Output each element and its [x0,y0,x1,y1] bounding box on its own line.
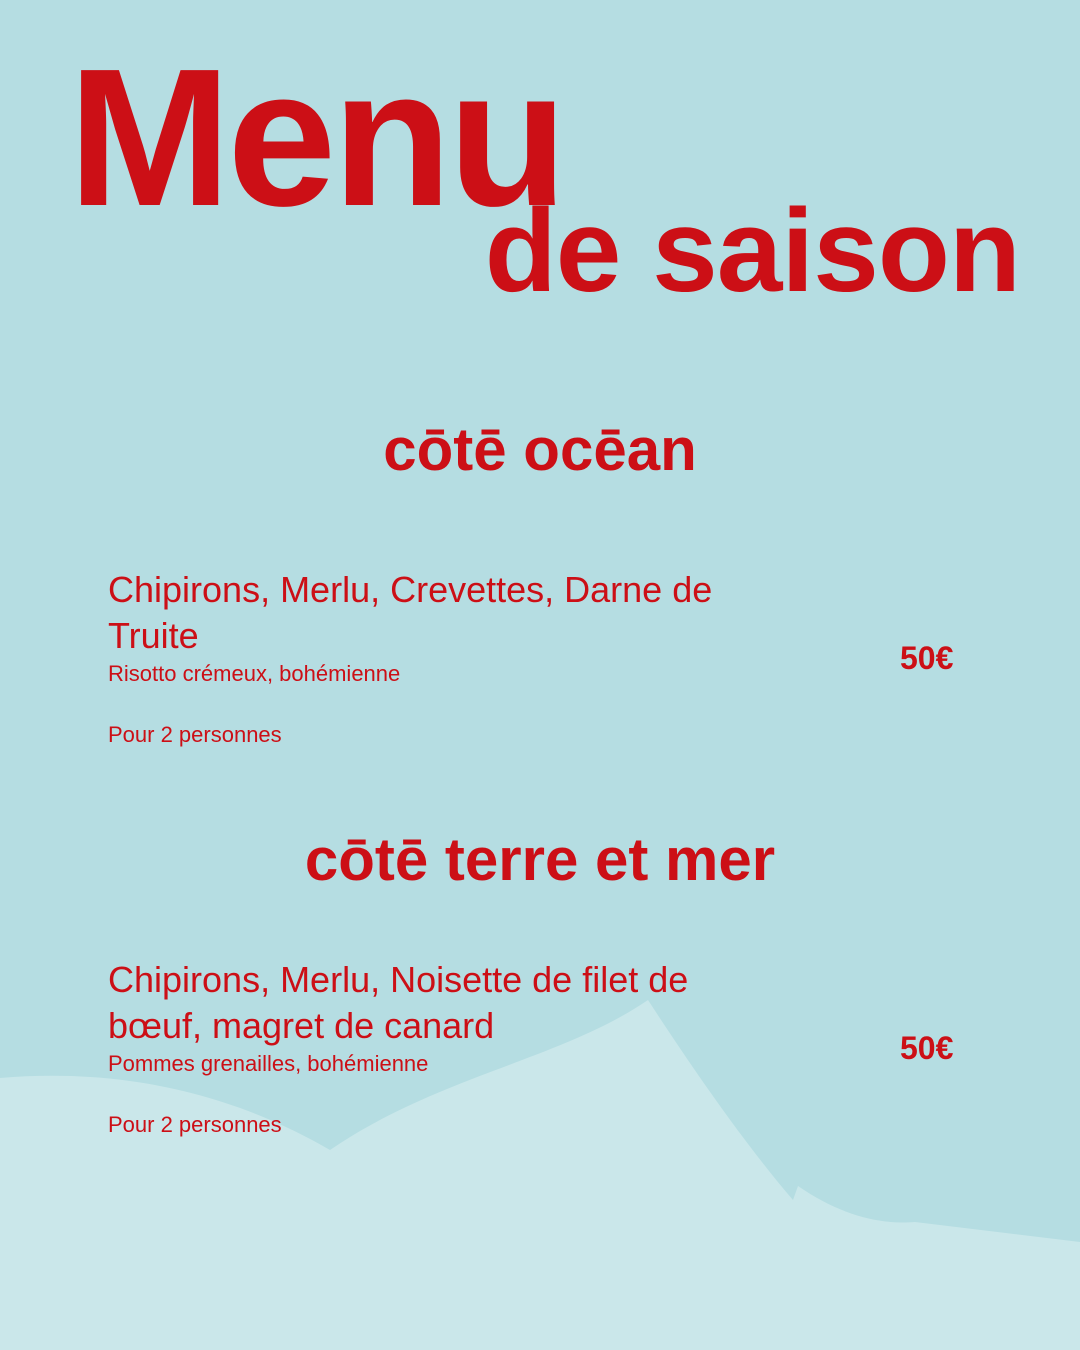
section-title-ocean: cōtē ocēan [383,416,697,483]
price-ocean: 50€ [900,640,954,676]
dish-serving-ocean: Pour 2 personnes [108,722,282,747]
dish-description-ocean: Risotto crémeux, bohémienne [108,661,401,686]
section-title-terre-et-mer: cōtē terre et mer [304,826,776,893]
price-terre-et-mer: 50€ [900,1030,954,1066]
dish-description-terre-et-mer: Pommes grenailles, bohémienne [108,1051,429,1076]
dish-name-ocean: Chipirons, Merlu, Crevettes, Darne de Truite [108,569,713,656]
dish-serving-terre-et-mer: Pour 2 personnes [108,1112,282,1137]
title-de-saison: de saison [484,185,1020,317]
dish-name-terre-et-mer: Chipirons, Merlu, Noisette de filet de bœuf, magret de canard [108,959,689,1046]
title-menu: Menu [68,28,564,247]
